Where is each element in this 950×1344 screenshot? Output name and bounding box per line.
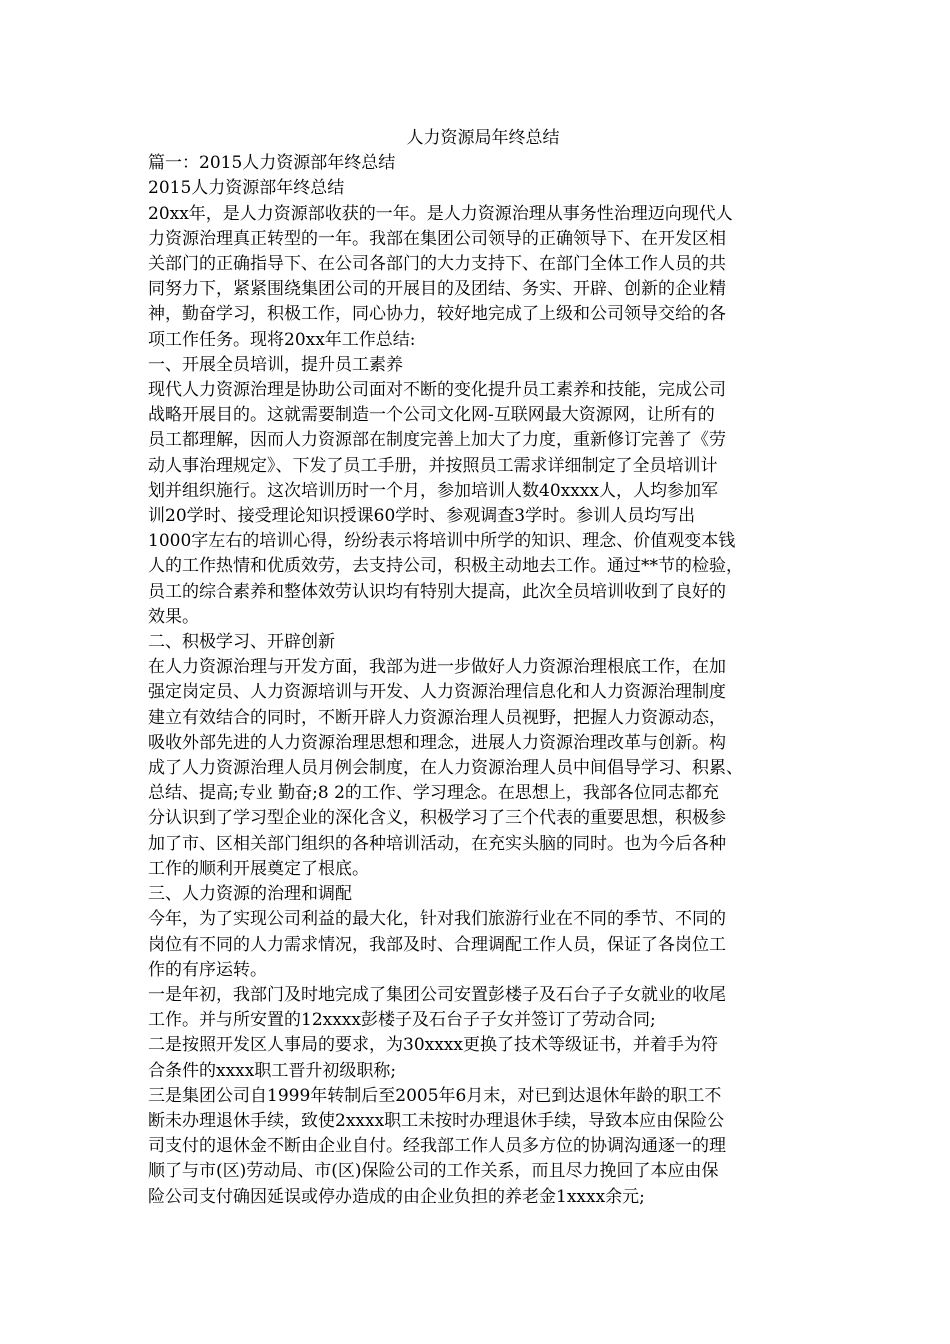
text-line: 合条件的xxxx职工晋升初级职称; [148, 1060, 397, 1081]
text-line: 员工的综合素养和整体效劳认识均有特别大提高，此次全员培训收到了良好的 [148, 581, 726, 602]
text-line: 顺了与市(区)劳动局、市(区)保险公司的工作关系，而且尽力挽回了本应由保 [148, 1161, 719, 1182]
text-line: 断未办理退休手续，致使2xxxx职工未按时办理退休手续，导致本应由保险公 [148, 1110, 725, 1131]
text-line: 人的工作热情和优质效劳，去支持公司，积极主动地去工作。通过**节的检验， [148, 556, 743, 577]
text-line: 现代人力资源治理是协助公司面对不断的变化提升员工素养和技能，完成公司 [148, 380, 726, 401]
text-line: 分认识到了学习型企业的深化含义，积极学习了三个代表的重要思想，积极参 [148, 808, 726, 829]
text-line: 划并组织施行。这次培训历时一个月，参加培训人数40xxxx人，人均参加军 [148, 480, 718, 501]
text-line: 项工作任务。现将20xx年工作总结: [148, 329, 416, 350]
text-line: 强定岗定员、人力资源培训与开发、人力资源治理信息化和人力资源治理制度 [148, 682, 726, 703]
text-line: 加了市、区相关部门组织的各种培训活动，在充实头脑的同时。也为今后各种 [148, 833, 726, 854]
text-line: 工作的顺利开展奠定了根底。 [148, 858, 369, 879]
text-line: 今年，为了实现公司利益的最大化，针对我们旅游行业在不同的季节、不同的 [148, 909, 726, 930]
text-line: 动人事治理规定》、下发了员工手册，并按照员工需求详细制定了全员培训计 [148, 455, 718, 476]
text-line: 训20学时、接受理论知识授课60学时、参观调查3学时。参训人员均写出 [148, 506, 696, 527]
text-line: 1000字左右的培训心得，纷纷表示将培训中所学的知识、理念、价值观变本钱 [148, 531, 736, 552]
text-line: 作的有序运转。 [148, 959, 267, 980]
text-line: 工作。并与所安置的12xxxx彭楼子及石台子子女并签订了劳动合同; [148, 1010, 656, 1031]
text-line: 一、开展全员培训，提升员工素养 [148, 354, 403, 375]
document-title: 人力资源局年终总结 [406, 128, 560, 148]
text-line: 二是按照开发区人事局的要求，为30xxxx更换了技术等级证书，并着手为符 [148, 1035, 718, 1056]
text-line: 20xx年，是人力资源部收获的一年。是人力资源治理从事务性治理迈向现代人 [148, 203, 733, 224]
text-line: 吸收外部先进的人力资源治理思想和理念，进展人力资源治理改革与创新。构 [148, 732, 726, 753]
text-line: 战略开展目的。这就需要制造一个公司文化网-互联网最大资源网，让所有的 [148, 405, 715, 426]
text-line: 建立有效结合的同时，不断开辟人力资源治理人员视野，把握人力资源动态， [148, 707, 726, 728]
text-line: 同努力下，紧紧围绕集团公司的开展目的及团结、务实、开辟、创新的企业精 [148, 279, 726, 300]
text-line: 一是年初，我部门及时地完成了集团公司安置彭楼子及石台子子女就业的收尾 [148, 984, 726, 1005]
text-line: 力资源治理真正转型的一年。我部在集团公司领导的正确领导下、在开发区相 [148, 228, 726, 249]
text-line: 员工都理解，因而人力资源部在制度完善上加大了力度，重新修订完善了《劳 [148, 430, 726, 451]
document-body [148, 126, 818, 1210]
text-line: 在人力资源治理与开发方面，我部为进一步做好人力资源治理根底工作，在加 [148, 657, 726, 678]
text-line: 险公司支付确因延误或停办造成的由企业负担的养老金1xxxx余元; [148, 1186, 645, 1207]
text-line: 关部门的正确指导下、在公司各部门的大力支持下、在部门全体工作人员的共 [148, 254, 726, 275]
text-line: 岗位有不同的人力需求情况，我部及时、合理调配工作人员，保证了各岗位工 [148, 934, 726, 955]
document-text [148, 151, 818, 1210]
text-line: 篇一：2015人力资源部年终总结 [148, 153, 396, 174]
text-line: 二、积极学习、开辟创新 [148, 632, 335, 653]
text-line: 效果。 [148, 606, 199, 627]
text-line: 2015人力资源部年终总结 [148, 178, 345, 199]
text-line: 三是集团公司自1999年转制后至2005年6月末，对已到达退休年龄的职工不 [148, 1085, 722, 1106]
text-line: 总结、提高;专业 勤奋;8 2的工作、学习理念。在思想上，我部各位同志都充 [148, 783, 719, 804]
text-line: 神，勤奋学习，积极工作，同心协力，较好地完成了上级和公司领导交给的各 [148, 304, 726, 325]
text-line: 成了人力资源治理人员月例会制度，在人力资源治理人员中间倡导学习、积累、 [148, 758, 743, 779]
text-line: 司支付的退休金不断由企业自付。经我部工作人员多方位的协调沟通逐一的理 [148, 1136, 726, 1157]
text-line: 三、人力资源的治理和调配 [148, 884, 352, 905]
